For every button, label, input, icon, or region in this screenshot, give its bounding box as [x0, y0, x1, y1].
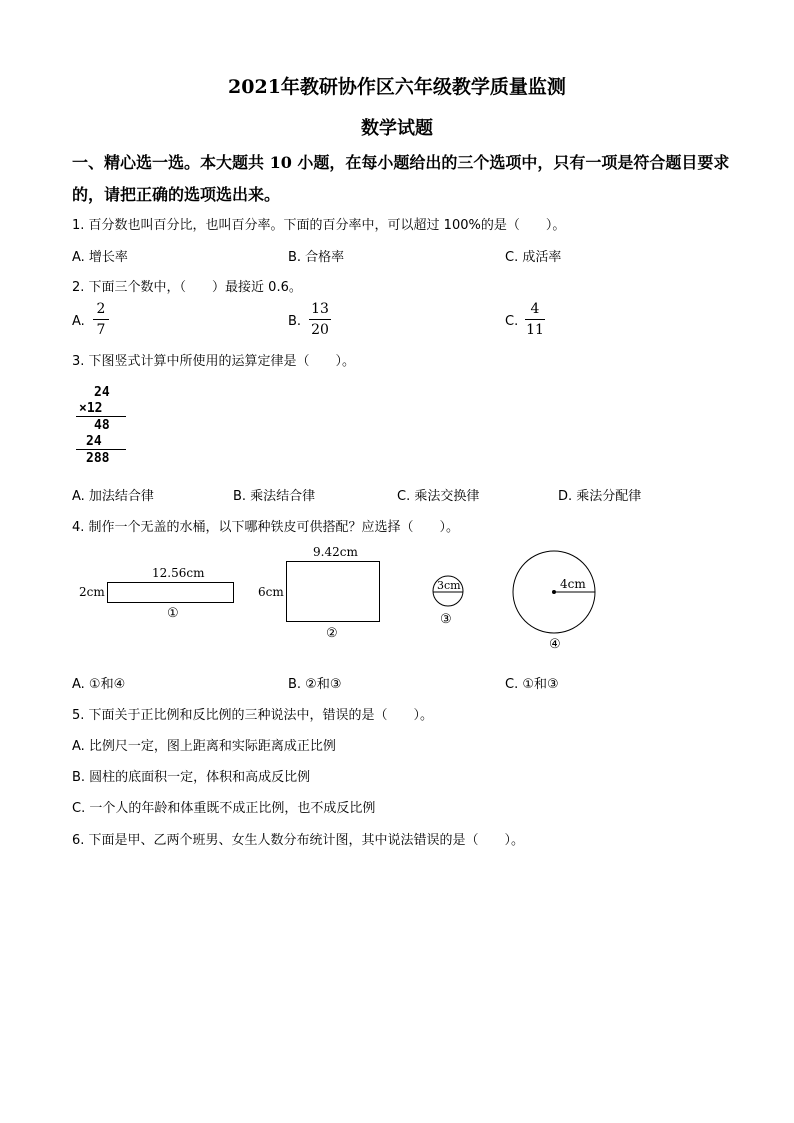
question-5-option-b[interactable]: B. 圆柱的底面积一定，体积和高成反比例	[72, 770, 311, 785]
fraction-bar	[309, 319, 331, 320]
question-3-option-b[interactable]: B. 乘法结合律	[233, 489, 316, 504]
question-5-stem: 5. 下面关于正比例和反比例的三种说法中，错误的是（ ）。	[72, 708, 434, 723]
question-1-option-b[interactable]: B. 合格率	[288, 250, 345, 265]
fraction-numerator: 13	[311, 301, 329, 317]
page-title: 2021年教研协作区六年级教学质量监测	[228, 76, 566, 98]
fraction-denominator: 7	[96, 322, 106, 338]
question-2-stem: 2. 下面三个数中，（ ）最接近 0.6。	[72, 280, 302, 295]
question-1-option-a[interactable]: A. 增长率	[72, 250, 128, 265]
fraction-denominator: 11	[526, 322, 544, 338]
fraction-bar	[93, 319, 109, 320]
fraction-numerator: 2	[96, 301, 106, 317]
question-4-option-c[interactable]: C. ①和③	[505, 677, 559, 692]
question-3-stem: 3. 下图竖式计算中所使用的运算定律是（ ）。	[72, 354, 356, 369]
figure-3-mark: ③	[440, 612, 452, 627]
fraction	[309, 300, 331, 339]
fraction-bar	[525, 319, 545, 320]
calc-row-5: 288	[86, 451, 110, 466]
question-3-option-c[interactable]: C. 乘法交换律	[397, 489, 480, 504]
figure-2-width-label: 9.42cm	[313, 545, 358, 559]
question-1-option-c[interactable]: C. 成活率	[505, 250, 562, 265]
figure-4-mark: ④	[549, 637, 561, 652]
question-6-stem: 6. 下面是甲、乙两个班男、女生人数分布统计图，其中说法错误的是（ ）。	[72, 833, 525, 848]
figure-1-rectangle	[107, 582, 234, 603]
fraction	[525, 300, 545, 339]
question-5-option-a[interactable]: A. 比例尺一定，图上距离和实际距离成正比例	[72, 739, 336, 754]
fraction-numerator: 4	[530, 301, 540, 317]
figure-1-width-label: 12.56cm	[152, 566, 205, 580]
calc-line-2	[76, 449, 126, 450]
page-subtitle: 数学试题	[361, 118, 433, 139]
calc-row-3: 48	[94, 418, 110, 433]
figure-3-label: 3cm	[437, 579, 461, 592]
figure-2-mark: ②	[326, 626, 338, 641]
option-label: C.	[505, 314, 519, 329]
question-4-stem: 4. 制作一个无盖的水桶，以下哪种铁皮可供搭配？应选择（ ）。	[72, 520, 460, 535]
option-label: A.	[72, 314, 85, 329]
question-3-option-d[interactable]: D. 乘法分配律	[558, 489, 642, 504]
question-3-option-a[interactable]: A. 加法结合律	[72, 489, 154, 504]
calc-line-1	[76, 416, 126, 417]
option-label: B.	[288, 314, 302, 329]
calc-row-4: 24	[86, 434, 102, 449]
calc-row-1: 24	[94, 385, 110, 400]
figure-1-height-label: 2cm	[79, 585, 105, 599]
figure-1-mark: ①	[167, 606, 179, 621]
question-5-option-c[interactable]: C. 一个人的年龄和体重既不成正比例，也不成反比例	[72, 801, 376, 816]
calc-row-2: ×12	[79, 401, 103, 416]
question-1-stem: 1. 百分数也叫百分比，也叫百分率。下面的百分率中，可以超过 100%的是（ ）。	[72, 218, 566, 233]
question-4-option-b[interactable]: B. ②和③	[288, 677, 342, 692]
figure-4-circle	[512, 550, 598, 636]
section-heading-line2: 的，请把正确的选项选出来。	[72, 185, 281, 204]
section-heading-line1: 一、精心选一选。本大题共 10 小题，在每小题给出的三个选项中，只有一项是符合题目要求	[72, 153, 730, 172]
fraction-denominator: 20	[311, 322, 329, 338]
figure-4-label: 4cm	[560, 577, 586, 591]
figure-2-rectangle	[286, 561, 380, 622]
question-4-option-a[interactable]: A. ①和④	[72, 677, 126, 692]
figure-2-height-label: 6cm	[258, 585, 284, 599]
fraction	[93, 300, 109, 339]
